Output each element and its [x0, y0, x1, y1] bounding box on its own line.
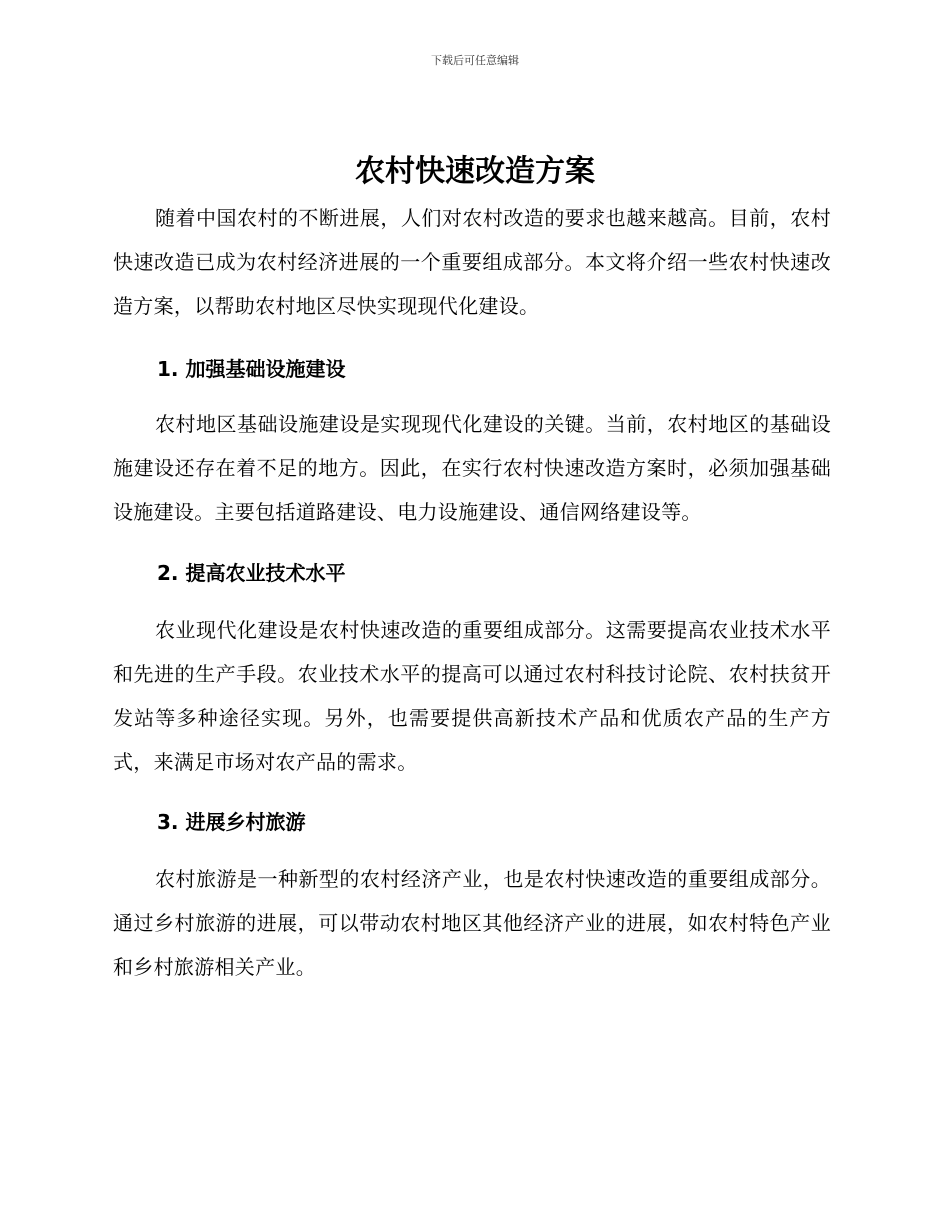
page-header-note: 下载后可任意编辑	[431, 54, 519, 67]
intro-paragraph: 随着中国农村的不断进展，人们对农村改造的要求也越来越高。目前，农村快速改造已成为农村经济进展的一个重要组成部分。本文将介绍一些农村快速改造方案，以帮助农村地区尽快实现现代化建设。	[113, 206, 831, 318]
section-paragraph-1: 农村地区基础设施建设是实现现代化建设的关键。当前，农村地区的基础设施建设还存在着不足的地方。因此，在实行农村快速改造方案时，必须加强基础设施建设。主要包括道路建设、电力设施建设、通信网络建设等。	[113, 412, 831, 524]
section-heading-1: 1. 加强基础设施建设	[157, 357, 346, 381]
section-paragraph-2: 农业现代化建设是农村快速改造的重要组成部分。这需要提高农业技术水平和先进的生产手段。农业技术水平的提高可以通过农村科技讨论院、农村扶贫开发站等多种途径实现。另外，也需要提供高新技术产品和优质农产品的生产方式，来满足市场对农产品的需求。	[113, 618, 831, 774]
section-body-block-3	[113, 857, 831, 989]
section-heading-2: 2. 提高农业技术水平	[157, 561, 346, 585]
section-paragraph-3: 农村旅游是一种新型的农村经济产业，也是农村快速改造的重要组成部分。通过乡村旅游的进展，可以带动农村地区其他经济产业的进展，如农村特色产业和乡村旅游相关产业。	[113, 867, 831, 979]
section-body-block-2	[113, 608, 831, 784]
section-body-block-1	[113, 402, 831, 534]
document-title: 农村快速改造方案	[355, 154, 595, 189]
section-heading-3: 3. 进展乡村旅游	[157, 810, 306, 834]
intro-block	[113, 196, 831, 328]
